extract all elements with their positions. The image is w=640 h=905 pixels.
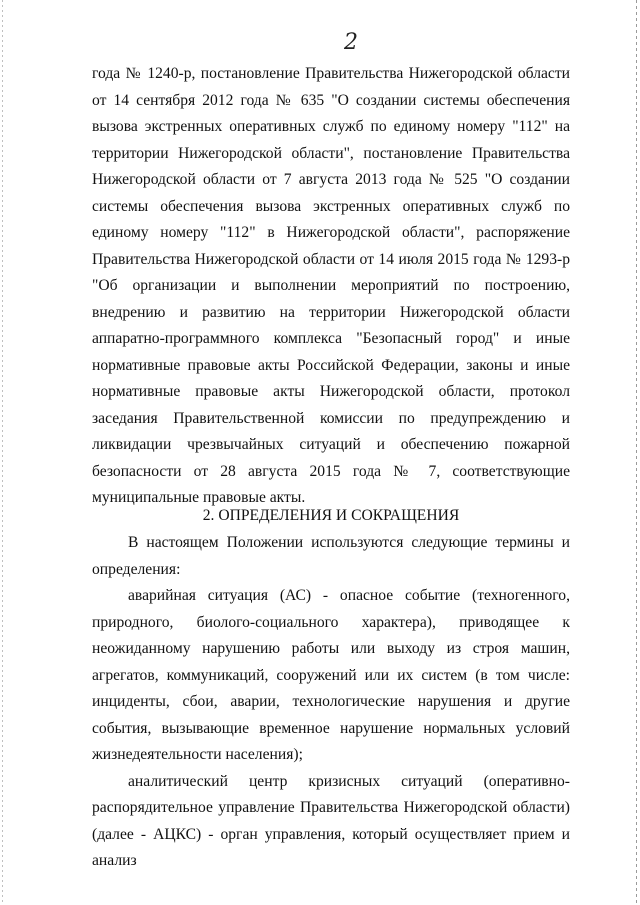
intro-paragraph-block: [92, 61, 570, 512]
section-body: [92, 530, 570, 875]
scan-edge-right: [636, 0, 637, 905]
definition-paragraph: аварийная ситуация (АС) - опасное событие (техногенного, природного, биолого-социального характера), приводящее к неожиданному нарушению работы или выходу из строя машин, агрегатов, коммуникаций, сооружений или их систем (в том числе: инциденты, сбои, аварии, технологические нарушения и другие события, вызывающие временное нарушение нормальных условий жизнедеятельности населения);: [92, 587, 570, 763]
page-number: 2: [344, 30, 358, 55]
section-heading: 2. ОПРЕДЕЛЕНИЯ И СОКРАЩЕНИЯ: [202, 507, 460, 524]
scan-edge-left: [2, 0, 3, 905]
definition-paragraph: аналитический центр кризисных ситуаций (оперативно-распорядительное управление Правительства Нижегородской области) (далее - АЦКС) - орган управления, который осуществляет прием и анализ: [92, 772, 570, 869]
section-lead-paragraph: В настоящем Положении используются следующие термины и определения:: [92, 534, 570, 578]
intro-paragraph: года № 1240-р, постановление Правительства Нижегородской области от 14 сентября 2012 года № 635 "О создании системы обеспечения вызова экстренных оперативных служб по единому номеру "112" на территории Нижегородской области", постановление Правительства Нижегородской области от 7 августа 2013 года № 525 "О создании системы обеспечения вызова экстренных оперативных служб по единому номеру "112" в Нижегородской области", распоряжение Правительства Нижегородской области от 14 июля 2015 года № 1293-р "Об организации и выполнении мероприятий по построению, внедрению и развитию на территории Нижегородской области аппаратно-программного комплекса "Безопасный город" и иные нормативные правовые акты Российской Федерации, законы и иные нормативные правовые акты Нижегородской области, протокол заседания Правительственной комиссии по предупреждению и ликвидации чрезвычайных ситуаций и обеспечению пожарной безопасности от 28 августа 2015 года № 7, соответствующие муниципальные правовые акты.: [92, 65, 570, 506]
